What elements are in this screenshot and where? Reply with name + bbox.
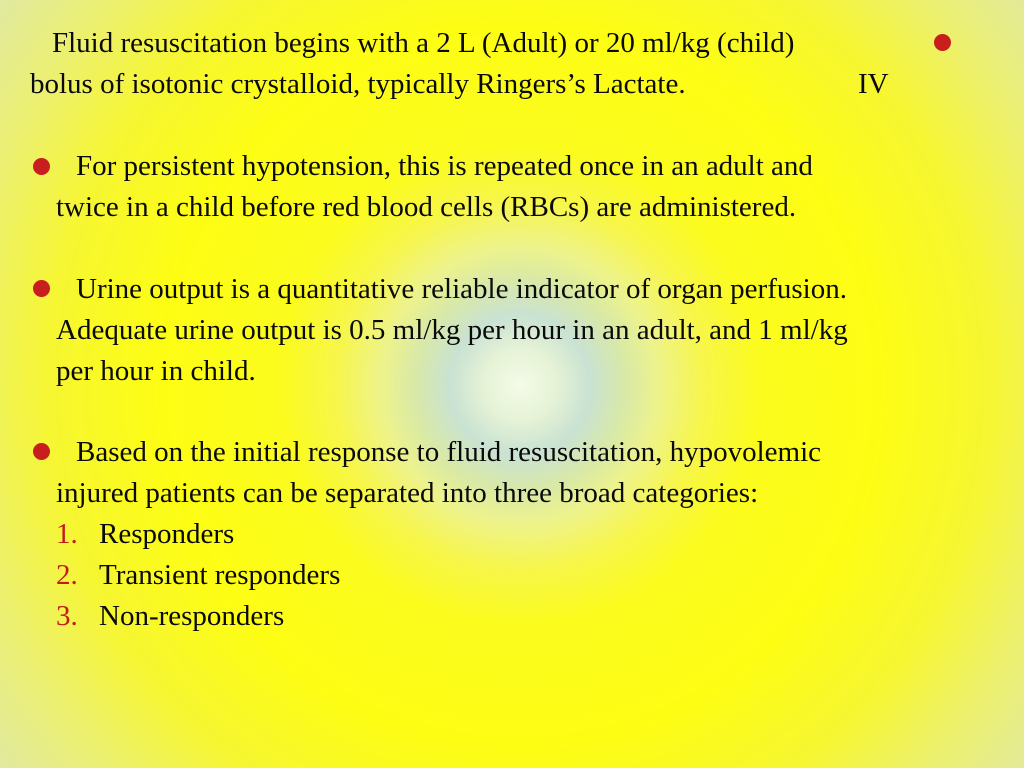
bullet-icon [33, 158, 50, 175]
bullet-icon [33, 280, 50, 297]
item-2-line-2: twice in a child before red blood cells (RBCs) are administered. [56, 191, 797, 223]
sublist-item: Non-responders [99, 600, 285, 632]
item-3-line-3: per hour in child. [56, 355, 256, 387]
item-1-line-2: bolus of isotonic crystalloid, typically Ringers’s Lactate. [30, 68, 686, 100]
item-3-line-2: Adequate urine output is 0.5 ml/kg per hour in an adult, and 1 ml/kg [56, 314, 848, 346]
bullet-icon [33, 443, 50, 460]
item-1-line-3: IV [858, 68, 889, 100]
sublist-number: 2. [56, 559, 78, 591]
item-2-line-1: For persistent hypotension, this is repeated once in an adult and [76, 150, 813, 182]
sublist-item: Transient responders [99, 559, 341, 591]
bullet-icon [934, 34, 951, 51]
sublist-number: 3. [56, 600, 78, 632]
item-4-line-1: Based on the initial response to fluid resuscitation, hypovolemic [76, 436, 821, 468]
item-4-line-2: injured patients can be separated into three broad categories: [56, 477, 759, 509]
sublist-number: 1. [56, 518, 78, 550]
item-1-line-1: Fluid resuscitation begins with a 2 L (Adult) or 20 ml/kg (child) [52, 27, 795, 59]
sublist-item: Responders [99, 518, 235, 550]
item-3-line-1: Urine output is a quantitative reliable indicator of organ perfusion. [76, 273, 847, 305]
